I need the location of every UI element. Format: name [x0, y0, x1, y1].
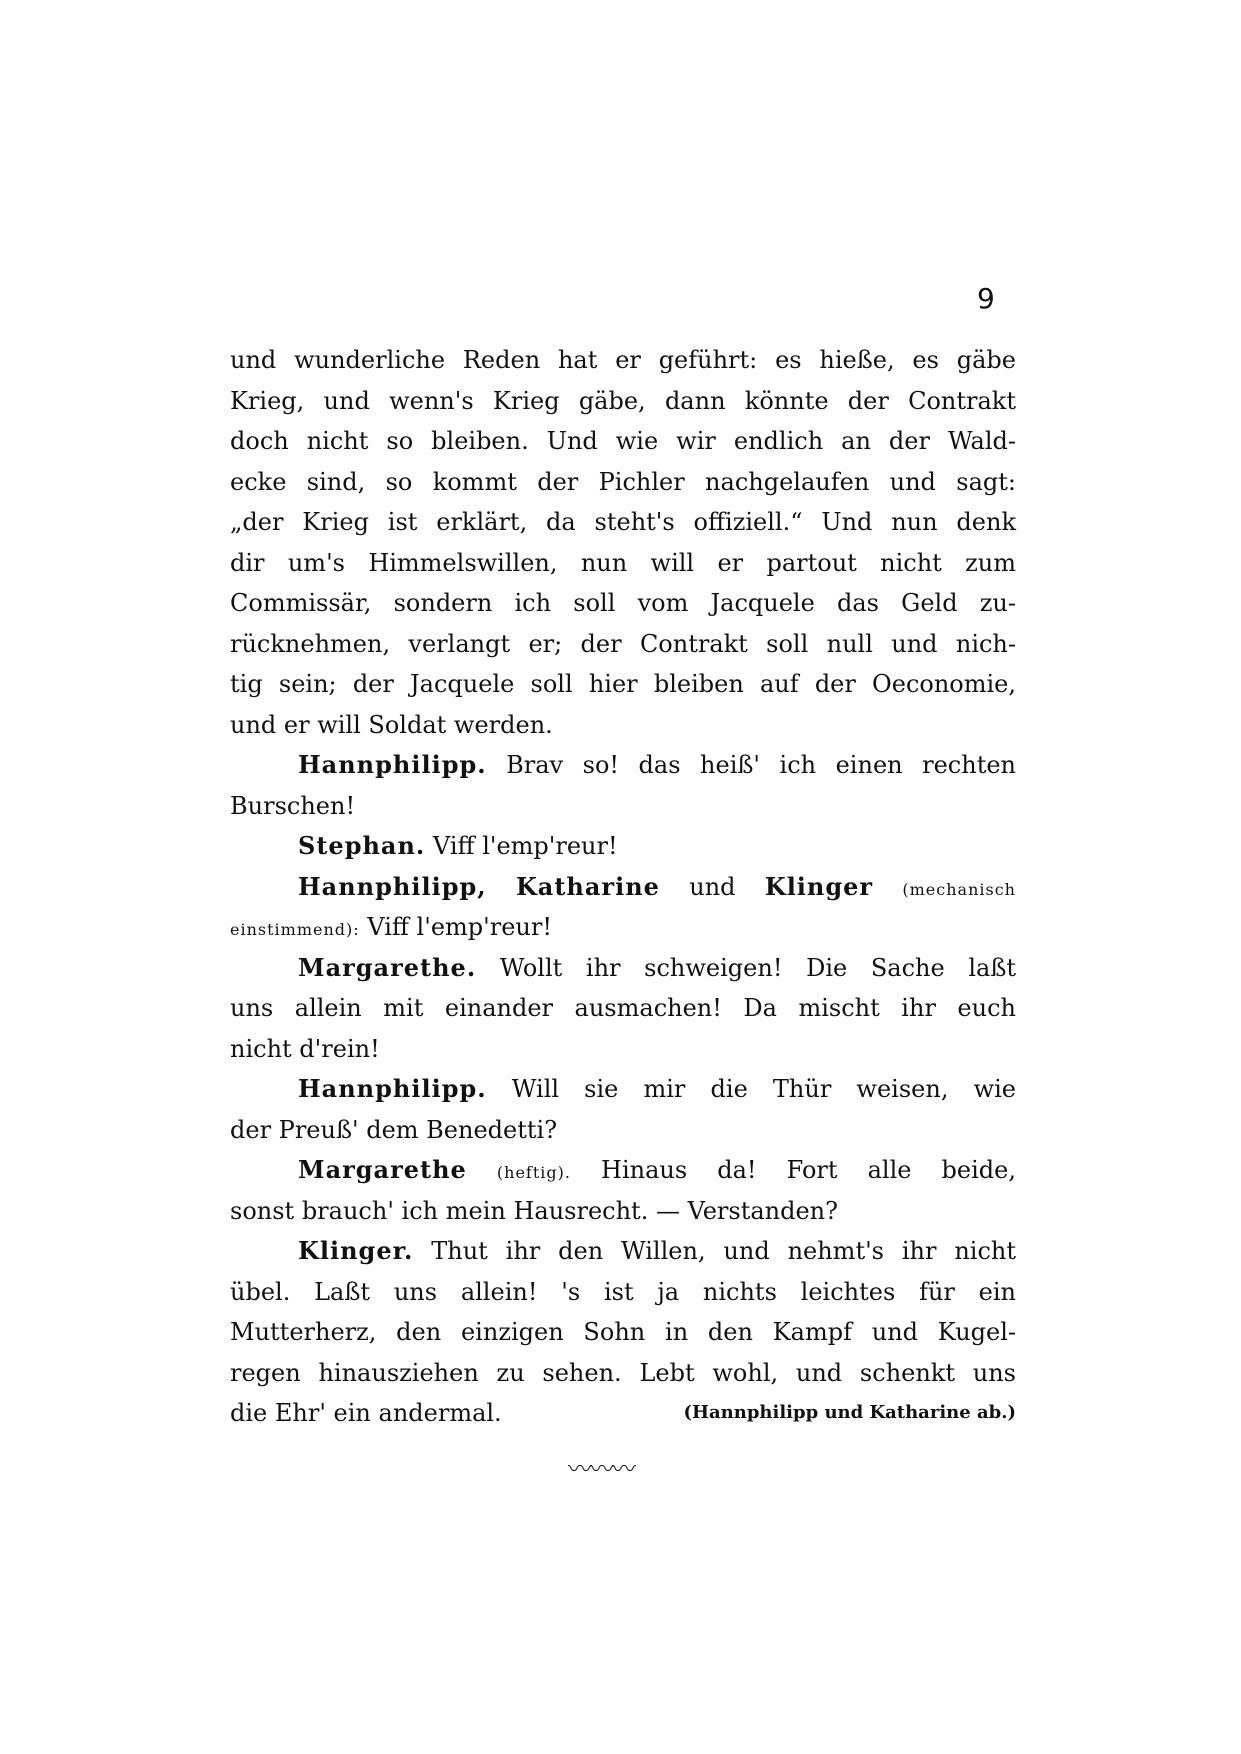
dialogue-margarethe-2: [230, 1150, 1016, 1191]
dialogue-stephan: [230, 826, 1016, 867]
conjunction: und: [689, 872, 736, 901]
dialogue-text: Thut ihr den Willen, und nehmt's ihr nicht: [431, 1237, 1016, 1265]
dialogue-text: Wollt ihr schweigen! Die Sache laßt: [499, 953, 1016, 982]
dialogue-text: Brav so! das heiß' ich einen rechten: [506, 751, 1016, 779]
dialogue-text: die Ehr' ein andermal.: [230, 1399, 502, 1427]
stage-direction: (Hannphilipp und Katharine ab.): [683, 1402, 1016, 1423]
dialogue-line: [230, 907, 1016, 948]
speaker-name: Margarethe.: [298, 952, 477, 982]
text-line: und wunderliche Reden hat er geführt: es hieße, es gäbe: [230, 346, 1016, 374]
text-line: Commissär, sondern ich soll vom Jacquele das Geld zu-: [230, 589, 1016, 617]
speaker-name: Klinger: [764, 871, 874, 901]
dialogue-text: Hinaus da! Fort alle beide,: [601, 1156, 1016, 1184]
stage-direction: einstimmend):: [230, 920, 360, 939]
text-line: und er will Soldat werden.: [230, 710, 553, 739]
speaker-name: Klinger.: [298, 1236, 414, 1265]
text-block: [230, 340, 1016, 1434]
dialogue-margarethe-1: [230, 948, 1016, 989]
dialogue-text: der Preuß' dem Benedetti?: [230, 1115, 558, 1144]
text-line: doch nicht so bleiben. Und wie wir endlich an der Wald-: [230, 427, 1016, 455]
page-number: 9: [977, 282, 995, 315]
dialogue-klinger: [230, 1231, 1016, 1272]
dialogue-text: regen hinausziehen zu sehen. Lebt wohl, und schenkt uns: [230, 1358, 1016, 1387]
dialogue-text: Mutterherz, den einzigen Sohn in den Kampf und Kugel-: [230, 1318, 1016, 1346]
text-line: Krieg, und wenn's Krieg gäbe, dann könnte der Contrakt: [230, 386, 1016, 415]
dialogue-text: sonst brauch' ich mein Hausrecht. — Verstanden?: [230, 1196, 839, 1225]
text-line: „der Krieg ist erklärt, da steht's offiziell.“ Und nun denk: [230, 508, 1016, 536]
dialogue-chorus: [230, 867, 1016, 908]
speaker-name: Stephan.: [298, 831, 426, 860]
dialogue-hannphilipp-1: [230, 745, 1016, 786]
dialogue-text: nicht d'rein!: [230, 1034, 380, 1063]
dialogue-text: Will sie mir die Thür weisen, wie: [511, 1075, 1016, 1103]
speaker-name: Hannphilipp.: [298, 750, 487, 779]
text-line: ecke sind, so kommt der Pichler nachgelaufen und sagt:: [230, 467, 1016, 496]
speaker-name: Katharine: [515, 871, 660, 901]
stage-direction: (mechanisch: [902, 879, 1016, 899]
dialogue-text: übel. Laßt uns allein! 's ist ja nichts leichtes für ein: [230, 1277, 1016, 1306]
text-line: dir um's Himmelswillen, nun will er partout nicht zum: [230, 548, 1016, 577]
stage-direction: (heftig).: [496, 1163, 571, 1182]
speaker-name: Margarethe: [298, 1155, 467, 1184]
dialogue-hannphilipp-2: [230, 1069, 1016, 1110]
text-line: tig sein; der Jacquele soll hier bleiben auf der Oeconomie,: [230, 670, 1016, 698]
text-line: rücknehmen, verlangt er; der Contrakt soll null und nich-: [230, 629, 1016, 658]
dialogue-text: Viff l'emp'reur!: [432, 832, 618, 860]
speaker-name: Hannphilipp,: [298, 871, 487, 901]
dialogue-text: Viff l'emp'reur!: [367, 913, 552, 941]
dialogue-line: [230, 1393, 1016, 1434]
dialogue-text: uns allein mit einander ausmachen! Da mischt ihr euch: [230, 994, 1016, 1022]
section-divider: 〰〰〰: [568, 1455, 634, 1483]
speaker-name: Hannphilipp.: [298, 1074, 487, 1103]
dialogue-text: Burschen!: [230, 791, 356, 820]
